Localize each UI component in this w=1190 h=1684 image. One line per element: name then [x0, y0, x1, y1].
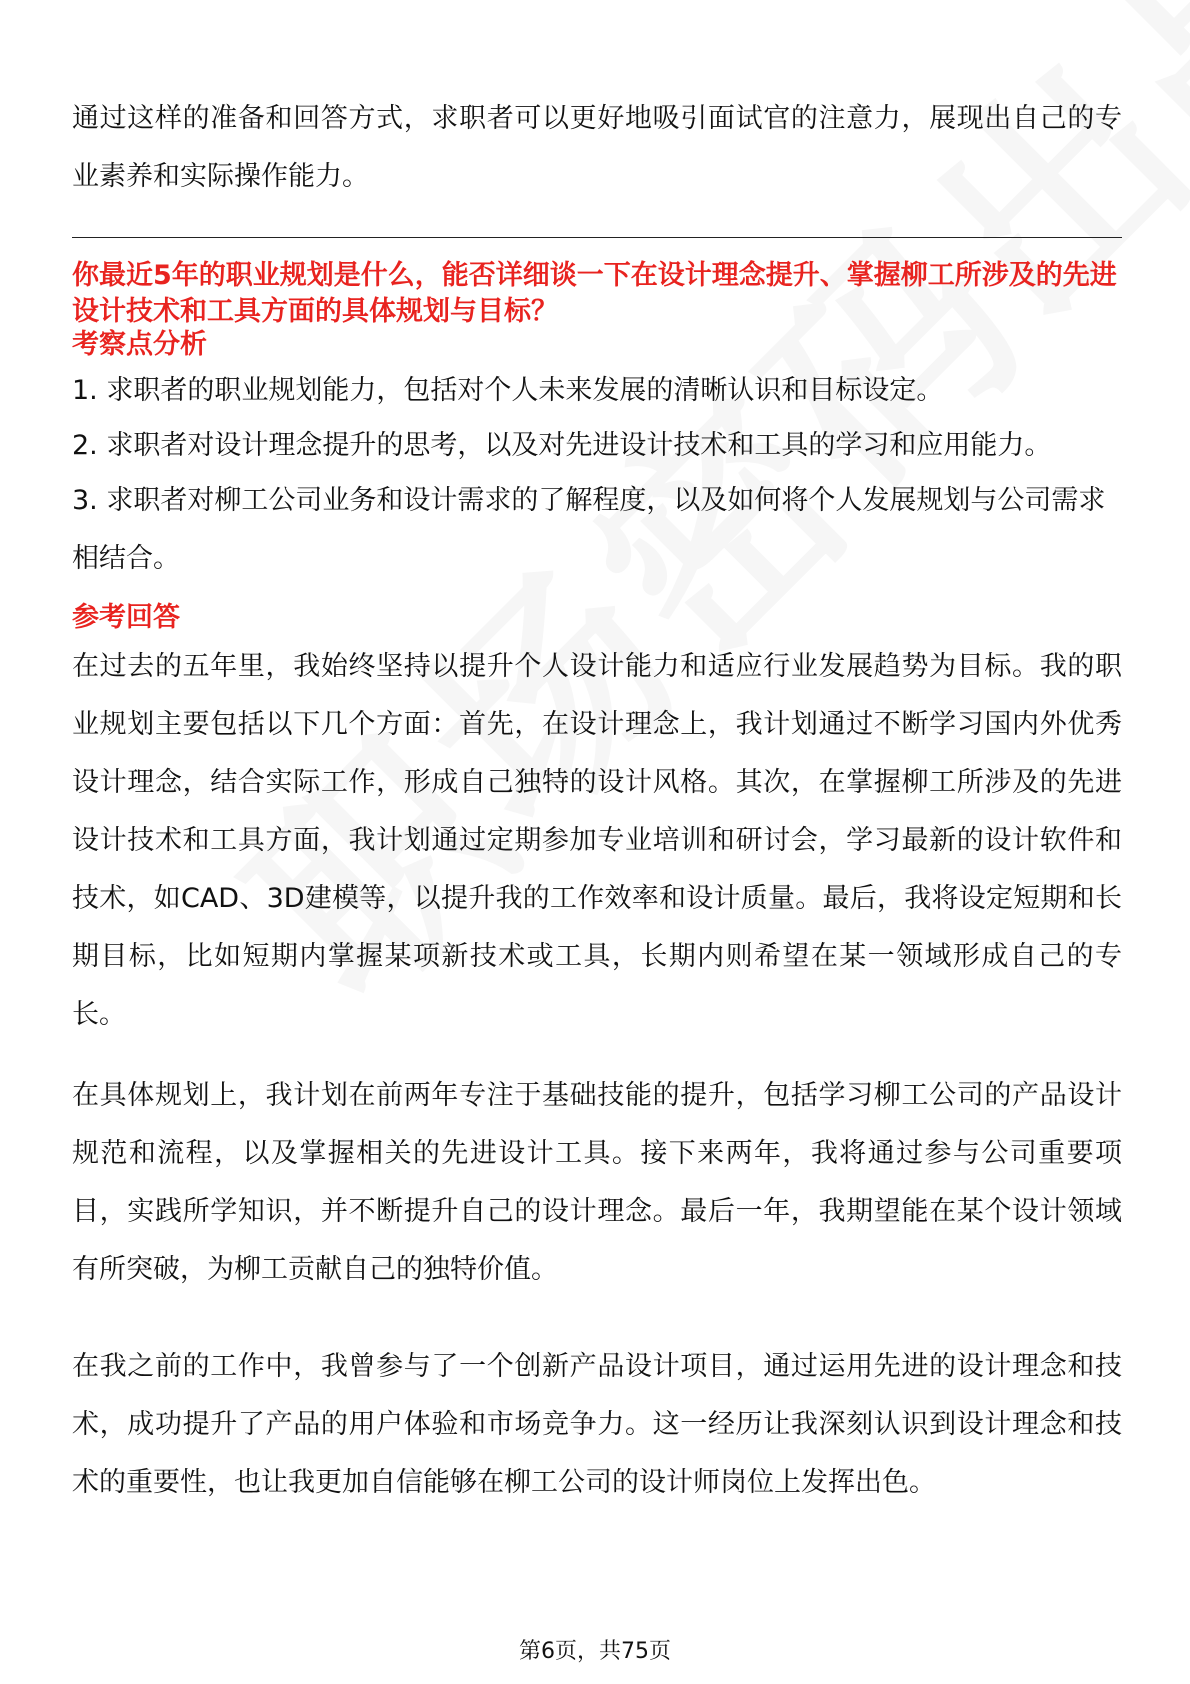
answer-title: 参考回答 [72, 602, 180, 633]
answer-paragraph-3: 在我之前的工作中，我曾参与了一个创新产品设计项目，通过运用先进的设计理念和技术，成功提升了产品的用户体验和市场竞争力。这一经历让我深刻认识到设计理念和技术的重要性，也让我更加自信能够在柳工公司的设计师岗位上发挥出色。 [72, 1351, 1122, 1498]
section-divider [72, 237, 1122, 238]
answer-paragraph-2: 在具体规划上，我计划在前两年专注于基础技能的提升，包括学习柳工公司的产品设计规范和流程，以及掌握相关的先进设计工具。接下来两年，我将通过参与公司重要项目，实践所学知识，并不断提升自己的设计理念。最后一年，我期望能在某个设计领域有所突破，为柳工贡献自己的独特价值。 [72, 1080, 1122, 1285]
analysis-item-2: 2. 求职者对设计理念提升的思考，以及对先进设计技术和工具的学习和应用能力。 [72, 430, 1052, 461]
interview-question: 你最近5年的职业规划是什么，能否详细谈一下在设计理念提升、掌握柳工所涉及的先进设计技术和工具方面的具体规划与目标？ [72, 260, 1117, 327]
analysis-item-3: 3. 求职者对柳工公司业务和设计需求的了解程度，以及如何将个人发展规划与公司需求相结合。 [72, 485, 1106, 574]
page-number: 第6页，共75页 [519, 1639, 671, 1664]
analysis-item-1: 1. 求职者的职业规划能力，包括对个人未来发展的清晰认识和目标设定。 [72, 375, 944, 406]
answer-paragraph-1: 在过去的五年里，我始终坚持以提升个人设计能力和适应行业发展趋势为目标。我的职业规划主要包括以下几个方面：首先，在设计理念上，我计划通过不断学习国内外优秀设计理念，结合实际工作，形成自己独特的设计风格。其次，在掌握柳工所涉及的先进设计技术和工具方面，我计划通过定期参加专业培训和研讨会，学习最新的设计软件和技术，如CAD、3D建模等，以提升我的工作效率和设计质量。最后，我将设定短期和长期目标，比如短期内掌握某项新技术或工具，长期内则希望在某一领域形成自己的专长。 [72, 651, 1122, 1030]
analysis-title: 考察点分析 [72, 329, 207, 360]
intro-paragraph: 通过这样的准备和回答方式，求职者可以更好地吸引面试官的注意力，展现出自己的专业素养和实际操作能力。 [72, 103, 1122, 192]
